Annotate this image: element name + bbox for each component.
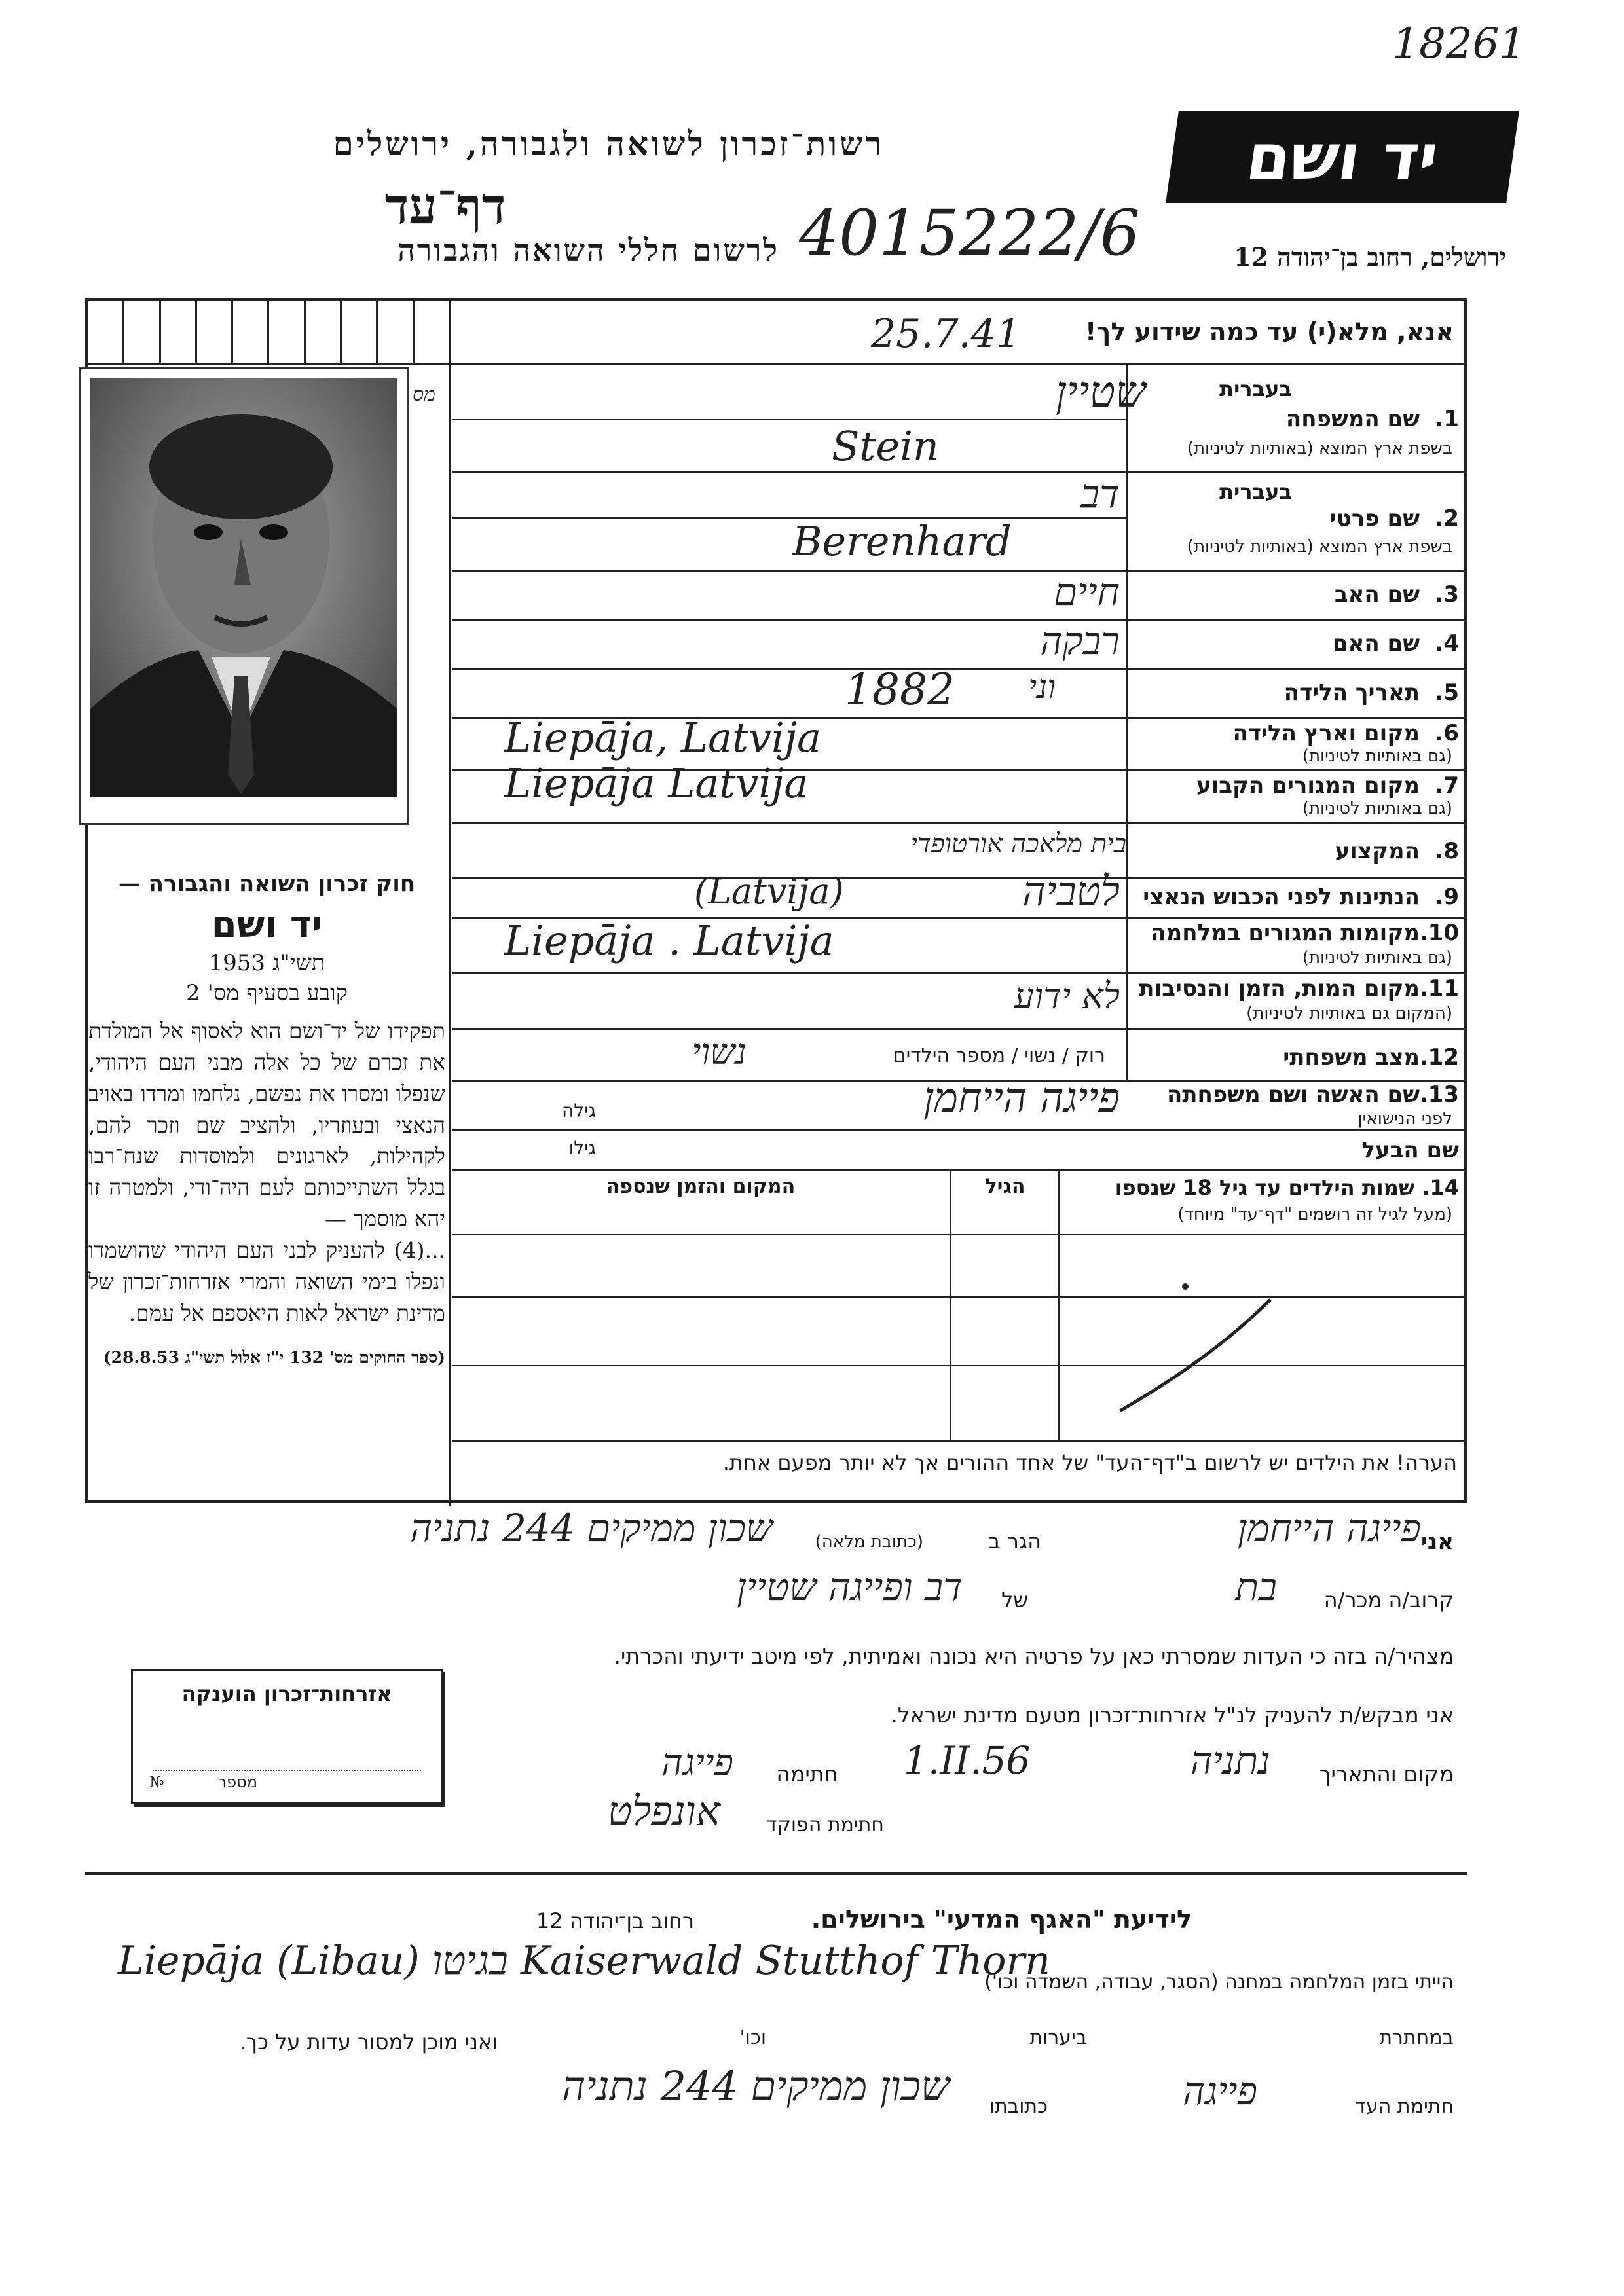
info-address: רחוב בן־יהודה 12	[536, 1908, 694, 1933]
info-etc: וכו'	[739, 2026, 766, 2049]
intro-instruction: אנא, מלא(י) עד כמה שידוע לך!	[1085, 318, 1454, 346]
field-2-value-hebrew[interactable]: דב	[1080, 471, 1120, 517]
decl-statement: מצהיר/ה בזה כי העדות שמסרתי כאן על פרטיה היא נכונה ואמיתית, לפי מיטב ידיעתי והכרתי.	[614, 1643, 1454, 1669]
field-13-value[interactable]: פייגה הייחמן	[923, 1074, 1120, 1121]
citizenship-num-label: מספר	[217, 1773, 257, 1791]
stamp-number: 18261	[1392, 20, 1526, 68]
field-row-13	[452, 1074, 1466, 1131]
field-4-label: שם האם	[1332, 630, 1420, 657]
field-9-value-latin[interactable]: (Latvija)	[694, 871, 844, 912]
field-6-sub: (גם באותיות לטיניות)	[1302, 746, 1452, 766]
field-row-3	[452, 570, 1466, 621]
portrait-image	[81, 369, 407, 823]
children-table-label: 14. שמות הילדים עד גיל 18 שנספו	[1115, 1175, 1459, 1200]
field-3-value[interactable]: חיים	[1054, 570, 1120, 614]
field-1-sub: בשפת ארץ המוצא (באותיות לטיניות)	[1187, 439, 1452, 458]
law-text: תפקידו של יד־ושם הוא לאסוף אל המולדת את זכרם של כל אלה מבני העם היהודי, שנפלו ומסרו את נפשם, נלחמו ומרדו באויב הנאצי ובעוזריו, ולהציב שם וזכר להם, לקהילות, לארגונים ולמוסדות שנח־רבו בגלל השתייכותם לעם היה־ודי, ולמטרה זו יהא מוסמך —	[88, 1018, 445, 1232]
field-11-sub: (המקום גם באותיות לטיניות)	[1246, 1004, 1452, 1023]
field-5-value[interactable]: 1882	[845, 665, 955, 715]
field-6-num: 6.	[1435, 720, 1459, 746]
field-6-value[interactable]: Liepāja, Latvija	[504, 714, 822, 761]
decl-official-label: חתימת הפוקד	[766, 1813, 884, 1836]
field-7-sub: (גם באותיות לטיניות)	[1302, 799, 1452, 818]
id-boxes	[88, 301, 449, 365]
field-2-hebrew-tag: בעברית	[1219, 479, 1292, 504]
field-1-value-latin[interactable]: Stein	[832, 422, 939, 470]
info-partisans: במחתרת	[1379, 2026, 1454, 2049]
info-witness-sig-label: חתימת העד	[1355, 2095, 1454, 2118]
field-9-label: הנתינות לפני הכבוש הנאצי	[1143, 884, 1420, 910]
decl-relation-value[interactable]: בת	[1235, 1565, 1277, 1609]
citizenship-box-title: אזרחות־זכרון הוענקה	[181, 1681, 392, 1706]
field-12-options: רוק / נשוי / מספר הילדים	[893, 1044, 1105, 1067]
info-camp-value[interactable]: Liepāja (Libau) בגיטו Kaiserwald Stutthof Thorn	[118, 1938, 1050, 1984]
children-col-place: המקום והזמן שנספה	[606, 1175, 796, 1198]
info-ready: ואני מוכן למסור עדות על כך.	[239, 2030, 498, 2054]
field-8-num: 8.	[1435, 838, 1459, 864]
info-address-value[interactable]: שכון ממיקים 244 נתניה	[562, 2062, 950, 2110]
info-forests: ביערות	[1029, 2026, 1087, 2049]
field-12-value[interactable]: נשוי	[692, 1031, 747, 1072]
field-6-label: מקום וארץ הלידה	[1232, 720, 1420, 746]
field-4-value[interactable]: רבקה	[1040, 619, 1120, 663]
decl-signature-label: חתימה	[776, 1761, 838, 1787]
header-address: ירושלים, רחוב בן־יהודה 12	[1234, 242, 1506, 272]
field-11-label: מקום המות, הזמן והנסיבות	[1139, 975, 1420, 1002]
field-3-label: שם האב	[1334, 581, 1420, 608]
field-2-value-latin[interactable]: Berenhard	[792, 517, 1012, 565]
children-table	[452, 1169, 1466, 1442]
registration-number: 4015222/6	[799, 196, 1140, 270]
field-3-num: 3.	[1435, 581, 1459, 608]
field-row-9	[452, 867, 1466, 919]
field-row-4	[452, 619, 1466, 670]
field-11-value[interactable]: לא ידוע	[1014, 975, 1120, 1017]
decl-ani: אני	[1420, 1529, 1454, 1555]
field-5-label: תאריך הלידה	[1283, 680, 1420, 706]
field-13-sub: לפני הנישואין	[1357, 1109, 1452, 1129]
law-name: יד ושם	[211, 903, 323, 946]
intro-date: 25.7.41	[871, 311, 1022, 357]
decl-date-value[interactable]: 1.II.56	[904, 1738, 1031, 1783]
field-10-value[interactable]: Liepāja . Latvija	[504, 917, 834, 964]
law-section: קובע בסעיף מס' 2	[186, 980, 348, 1006]
field-row-8	[452, 822, 1466, 879]
children-table-sub: (מעל לגיל זה רושמים "דף־עד" מיוחד)	[1177, 1205, 1452, 1224]
law-year: תשי"ג 1953	[208, 950, 325, 976]
field-7-num: 7.	[1435, 773, 1459, 799]
citizenship-box	[131, 1669, 443, 1804]
field-13-num: 13.	[1419, 1082, 1459, 1108]
strike-line	[1107, 1247, 1369, 1417]
field-12-label: מצב משפחתי	[1283, 1044, 1420, 1070]
logo-text: יד ושם	[1242, 120, 1443, 194]
law-text-2: ...(4) להעניק לבני העם היהודי שהושמדו ונפלו בימי השואה והמרי אזרחות־זכרון של מדינת ישראל לאות היאספם אל עמם.	[88, 1237, 445, 1326]
decl-address-value[interactable]: שכון ממיקים 244 נתניה	[410, 1506, 773, 1550]
note-text: הערה! את הילדים יש לרשום ב"דף־העד" של אחד ההורים אך לא יותר מפעם אחת.	[722, 1450, 1457, 1475]
field-13-label: שם האשה ושם משפחתה	[1166, 1082, 1420, 1108]
field-husband-age-label: גילו	[568, 1137, 596, 1159]
citizenship-no-label: №	[149, 1773, 164, 1791]
decl-name-value[interactable]: פייגה הייחמן	[1237, 1506, 1421, 1550]
field-9-num: 9.	[1435, 884, 1459, 910]
decl-address-hint: (כתובת מלאה)	[815, 1532, 923, 1552]
field-10-label: מקומות המגורים במלחמה	[1151, 920, 1420, 946]
law-title: חוק זכרון השואה והגבורה —	[118, 871, 416, 897]
field-1-hebrew-tag: בעברית	[1219, 376, 1292, 401]
field-5-num: 5.	[1435, 680, 1459, 706]
field-row-5	[452, 665, 1466, 719]
decl-place-date-label: מקום והתאריך	[1319, 1761, 1454, 1787]
photo-side-label: מס	[413, 383, 435, 406]
field-row-11	[452, 972, 1466, 1030]
info-camp-line: הייתי בזמן המלחמה במחנה (הסגר, עבודה, השמדה וכו')	[984, 1971, 1454, 1994]
field-row-1	[452, 367, 1466, 473]
field-1-value-hebrew[interactable]: שטיין	[1055, 367, 1146, 417]
field-2-num: 2.	[1435, 505, 1459, 532]
field-husband-label: שם הבעל	[1361, 1137, 1459, 1163]
field-10-num: 10.	[1419, 920, 1459, 946]
field-10-sub: (גם באותיות לטיניות)	[1302, 948, 1452, 968]
field-12-num: 12.	[1419, 1044, 1459, 1070]
decl-hagar: הגר ב	[988, 1529, 1041, 1554]
info-title: לידיעת "האגף המדעי" בירושלים.	[811, 1905, 1192, 1934]
authority-name: רשות־זכרון לשואה ולגבורה, ירושלים	[333, 124, 884, 163]
field-13-age-label: גילה	[561, 1100, 596, 1121]
field-2-sub: בשפת ארץ המוצא (באותיות לטיניות)	[1187, 537, 1452, 556]
info-witness-sig-value[interactable]: פייגה	[1183, 2069, 1257, 2113]
field-8-value[interactable]: בית מלאכה אורטופדי	[910, 829, 1126, 859]
yad-vashem-logo	[1166, 111, 1519, 203]
portrait-photo	[79, 367, 409, 825]
field-1-num: 1.	[1435, 406, 1459, 432]
decl-relation-label: קרוב/ה מכר/ה	[1323, 1588, 1454, 1613]
field-2-label: שם פרטי	[1329, 505, 1420, 532]
decl-signature-value[interactable]: פייגה	[661, 1741, 733, 1784]
field-8-label: המקצוע	[1335, 838, 1420, 864]
info-address-label: כתובתו	[989, 2095, 1048, 2118]
field-row-7	[452, 759, 1466, 824]
field-row-10	[452, 917, 1466, 974]
field-1-label: שם המשפחה	[1285, 406, 1420, 432]
field-9-value[interactable]: לטביה	[1022, 867, 1120, 915]
children-col-age: הגיל	[985, 1175, 1025, 1198]
law-reference: (ספר החוקים מס' 132 י"ז אלול תשי"ג 28.8.53)	[103, 1348, 445, 1368]
field-7-value[interactable]: Liepāja Latvija	[504, 759, 809, 807]
decl-official-signature: אונפלט	[607, 1787, 720, 1835]
field-row-husband	[452, 1129, 1466, 1171]
field-7-label: מקום המגורים הקבוע	[1196, 773, 1420, 799]
form-title: דף־עד	[384, 177, 506, 235]
field-11-num: 11.	[1419, 975, 1459, 1002]
field-row-2	[452, 471, 1466, 572]
decl-request: אני מבקש/ת להעניק לנ"ל אזרחות־זכרון מטעם מדינת ישראל.	[891, 1702, 1454, 1728]
decl-place-value[interactable]: נתניה	[1190, 1738, 1270, 1783]
field-5-value-extra: וני	[1028, 668, 1056, 706]
form-subtitle: לרשום חללי השואה והגבורה	[397, 232, 779, 268]
field-4-num: 4.	[1435, 630, 1459, 657]
decl-of-value[interactable]: דב ופייגה שטיין	[737, 1565, 963, 1609]
law-panel	[88, 871, 445, 1368]
decl-of: של	[1001, 1588, 1028, 1613]
